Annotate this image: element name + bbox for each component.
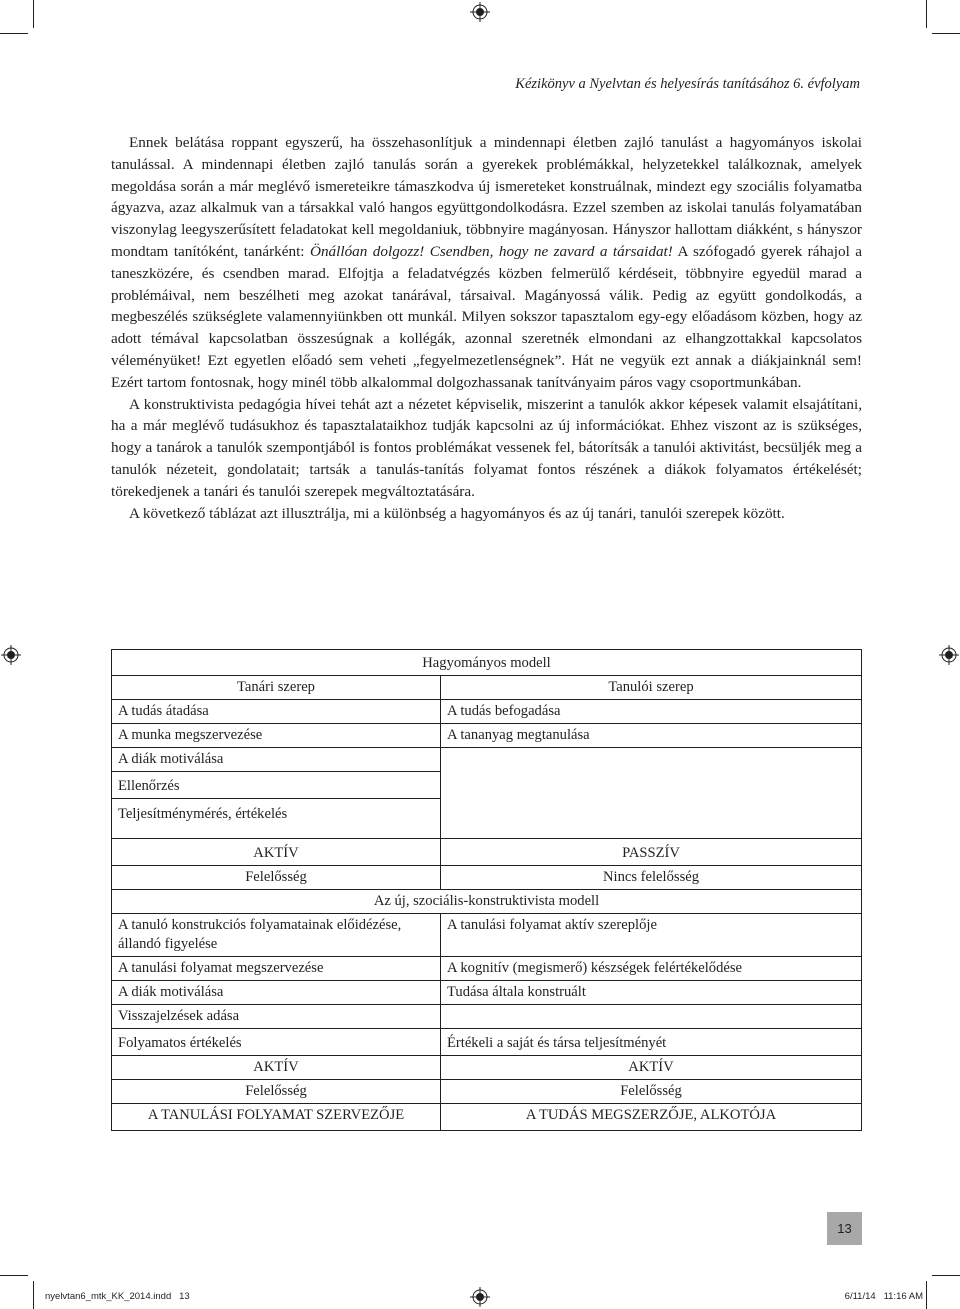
registration-mark-icon	[470, 2, 490, 22]
table-cell: A TANULÁSI FOLYAMAT SZERVEZŐJE	[112, 1104, 441, 1131]
slug-date: 6/11/14 11:16 AM	[844, 1291, 923, 1302]
table-cell: Tudása általa konstruált	[441, 981, 862, 1005]
table-cell: Teljesítménymérés, értékelés	[112, 799, 441, 839]
crop-mark	[926, 0, 927, 28]
crop-mark	[926, 1281, 927, 1309]
table-cell: A diák motiválása	[112, 748, 441, 772]
table-cell: A tudás befogadása	[441, 700, 862, 724]
crop-mark	[0, 1275, 28, 1276]
table-cell: AKTÍV	[112, 839, 441, 866]
table-cell: Nincs felelősség	[441, 866, 862, 890]
traditional-model-title: Hagyományos modell	[112, 650, 862, 676]
table-cell: A tudás átadása	[112, 700, 441, 724]
table-cell: Felelősség	[112, 866, 441, 890]
crop-mark	[33, 1281, 34, 1309]
table-cell: AKTÍV	[112, 1056, 441, 1080]
new-model-title: Az új, szociális-konstruktivista modell	[112, 890, 862, 914]
table-cell: Folyamatos értékelés	[112, 1029, 441, 1056]
table-cell: PASSZÍV	[441, 839, 862, 866]
page-number: 13	[827, 1212, 862, 1245]
roles-table	[111, 649, 862, 1131]
table-cell-empty	[441, 1005, 862, 1029]
crop-mark	[0, 33, 28, 34]
table-cell: A tanulási folyamat aktív szereplője	[441, 914, 862, 957]
registration-mark-icon	[1, 645, 21, 665]
quoted-instruction: Önállóan dolgozz! Csendben, hogy ne zavard a társaidat!	[309, 242, 673, 260]
table-cell: A tananyag megtanulása	[441, 724, 862, 748]
table-cell: Felelősség	[441, 1080, 862, 1104]
table-cell-empty	[441, 748, 862, 839]
table-cell: A tanulási folyamat megszervezése	[112, 957, 441, 981]
paragraph: Ennek belátása roppant egyszerű, ha összehasonlítjuk a mindennapi életben zajló tanulást a hagyományos iskolai tanulással. A mindennapi életben zajló tanulás során a gyerekek problémákkal, helyzetekkel találkoznak, amelyek megoldása során a már meglévő ismereteikre támaszkodva új ismereteket konstruálnak, mindezt egy szociális folyamatba ágyazva, azaz alkalmuk van a társakkal való hangos együttgondolkodásra. Ezzel szemben az iskolai tanulás folyamatában viszonylag leegyszerűsített feladatokat kell megoldaniuk, többnyire magányosan. Hányszor hallottam diákként, s hányszor mondtam tanítóként, tanárként: Önállóan dolgozz! Csendben, hogy ne zavard a társaidat! A szófogadó gyerek ráhajol a taneszközére, és csendben marad. Elfojtja a feladatvégzés közben felmerülő kérdéseit, többnyire egyedül marad a problémáival, nem beszélheti meg azokat tanárával, társaival. Magányossá válik. Pedig az együtt gondolkodás, a megbeszélés szükséglete valamennyiünkben ott munkál. Milyen sokszor tapasztalom egy-egy előadásom közben, hogy az adott témával kapcsolatban összesúgnak a kollégák, azonnal szeretnék elmondani az elhangzottakkal kapcsolatos véleményüket! Ezt egyetlen előadó sem veheti „fegyelmezetlenségnek”. Hát ne vegyük ezt annak a diákjainknál sem! Ezért tartom fontosnak, hogy minél több alkalommal dolgozhassanak tanítványaim páros vagy csoportmunkában.	[111, 134, 863, 391]
table-cell: Ellenőrzés	[112, 772, 441, 799]
body-text	[111, 132, 862, 524]
table-cell: Felelősség	[112, 1080, 441, 1104]
table-cell: Értékeli a saját és társa teljesítményét	[441, 1029, 862, 1056]
registration-mark-icon	[939, 645, 959, 665]
table-cell: A tanuló konstrukciós folyamatainak előidézése, állandó figyelése	[112, 914, 441, 957]
paragraph: A következő táblázat azt illusztrálja, mi a különbség a hagyományos és az új tanári, tanulói szerepek között.	[129, 504, 785, 522]
table-cell: A TUDÁS MEGSZERZŐJE, ALKOTÓJA	[441, 1104, 862, 1131]
crop-mark	[932, 1275, 960, 1276]
crop-mark	[932, 33, 960, 34]
table-cell: A kognitív (megismerő) készségek felértékelődése	[441, 957, 862, 981]
student-role-header: Tanulói szerep	[441, 676, 862, 700]
table-cell: AKTÍV	[441, 1056, 862, 1080]
table-cell: Visszajelzések adása	[112, 1005, 441, 1029]
running-header: Kézikönyv a Nyelvtan és helyesírás tanításához 6. évfolyam	[515, 76, 860, 92]
slug-file: nyelvtan6_mtk_KK_2014.indd 13	[45, 1291, 190, 1302]
table-cell: A munka megszervezése	[112, 724, 441, 748]
registration-mark-icon	[470, 1287, 490, 1307]
crop-mark	[33, 0, 34, 28]
paragraph: A konstruktivista pedagógia hívei tehát azt a nézetet képviselik, miszerint a tanulók akkor képesek valamit elsajátítani, ha a már meglévő tudásukhoz és tapasztalataikhoz tudják kapcsolni az új információkat. Ehhez viszont az is szükséges, hogy a tanárok a tanulók szempontjából is fontos problémákat vessenek fel, bátorítsák a tanulói aktivitást, becsüljék meg a tanulók nézeteit, gondolatait; tartsák a tanulás-tanítás folyamat fontos részének a diákok folyamatos értékelését; törekedjenek a tanári és tanulói szerepek megváltoztatására.	[111, 395, 862, 500]
table-cell: A diák motiválása	[112, 981, 441, 1005]
teacher-role-header: Tanári szerep	[112, 676, 441, 700]
